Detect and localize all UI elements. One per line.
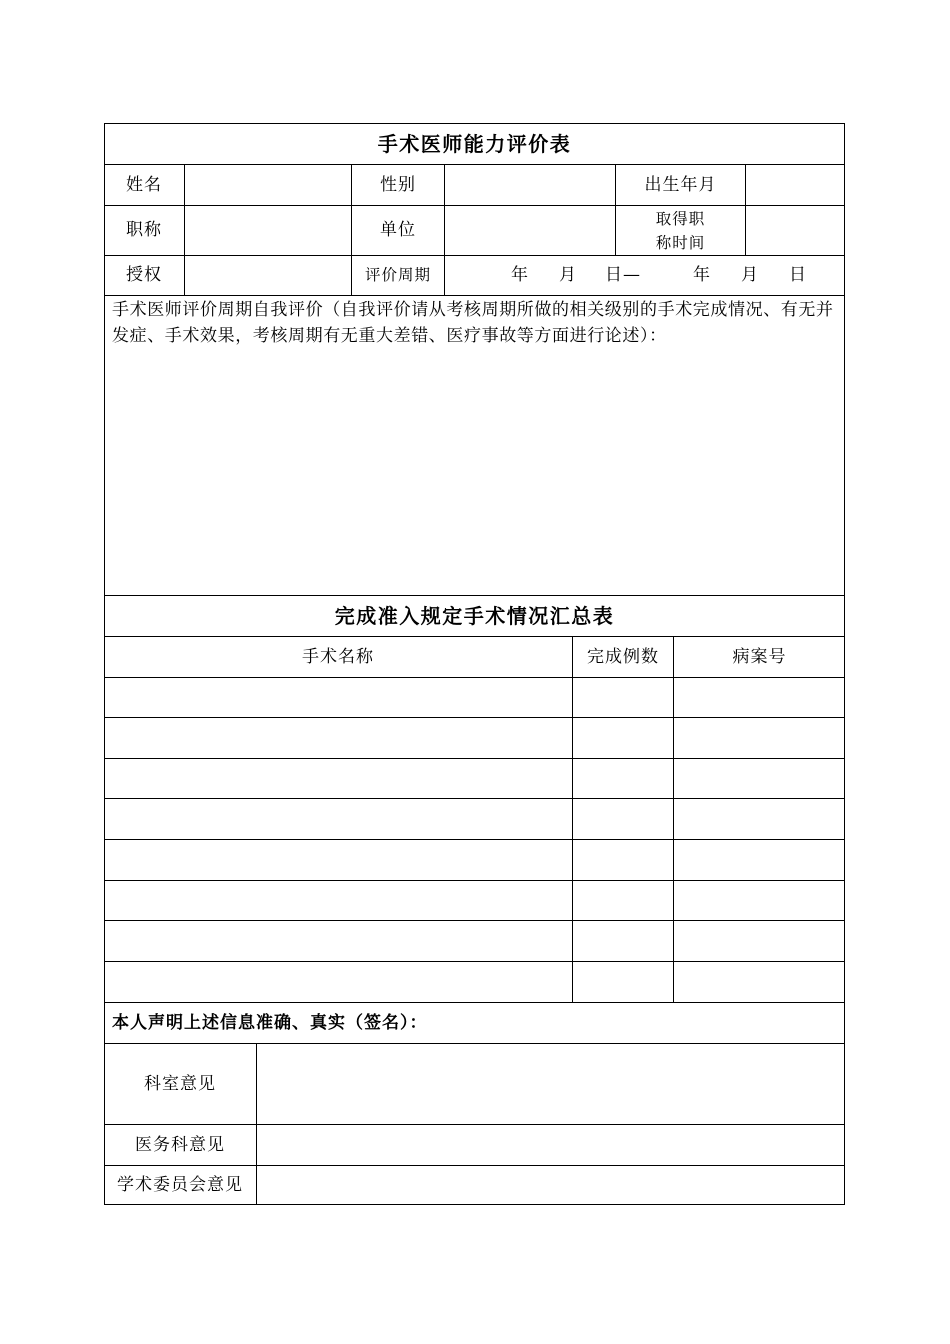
table-row[interactable]	[105, 962, 844, 1002]
evaluation-period-dates[interactable]	[445, 256, 845, 295]
table-row[interactable]	[105, 921, 844, 961]
table-row[interactable]	[105, 718, 844, 758]
department-opinion-label: 科室意见	[144, 1073, 216, 1094]
rule-below-row3	[104, 295, 845, 296]
title-time-label	[616, 206, 745, 255]
evaluation-period-label: 评价周期	[364, 266, 431, 285]
table-row[interactable]	[105, 678, 844, 717]
date-start-month: 月	[559, 265, 577, 286]
title-time-label-line2: 称时间	[655, 233, 706, 252]
self-evaluation-instructions: 手术医师评价周期自我评价（自我评价请从考核周期所做的相关级别的手术完成情况、有无并发症、手术效果，考核周期有无重大差错、医疗事故等方面进行论述）：	[112, 300, 834, 346]
date-end-year: 年	[693, 265, 711, 286]
table-row[interactable]	[105, 840, 844, 880]
title-time-label-line1: 取得职	[655, 209, 706, 228]
table-row[interactable]	[105, 881, 844, 920]
unit-field[interactable]	[445, 206, 615, 255]
medical-affairs-opinion-field[interactable]	[257, 1125, 844, 1165]
name-label: 姓名	[126, 174, 162, 195]
title-field[interactable]	[185, 206, 351, 255]
title-label: 职称	[126, 220, 162, 241]
department-opinion-field[interactable]	[257, 1044, 844, 1124]
name-field[interactable]	[185, 165, 351, 205]
date-start-day: 日—	[605, 265, 641, 286]
academic-committee-opinion-label: 学术委员会意见	[117, 1175, 243, 1196]
summary-title: 完成准入规定手术情况汇总表	[334, 603, 615, 628]
birth-field[interactable]	[746, 165, 845, 205]
date-start-year: 年	[511, 265, 529, 286]
declaration-signature[interactable]: 本人声明上述信息准确、真实（签名）：	[112, 1012, 428, 1033]
col-header-case-number: 病案号	[732, 646, 787, 667]
academic-committee-opinion-field[interactable]	[257, 1166, 844, 1204]
form-title: 手术医师能力评价表	[377, 131, 572, 156]
col-header-completed-count: 完成例数	[587, 646, 659, 667]
date-end-day: 日	[789, 265, 807, 286]
birth-label: 出生年月	[644, 174, 717, 195]
gender-field[interactable]	[445, 165, 615, 205]
date-end-month: 月	[741, 265, 759, 286]
self-evaluation-area[interactable]	[105, 350, 844, 594]
gender-label: 性别	[380, 174, 416, 195]
authorization-label: 授权	[126, 265, 162, 286]
table-row[interactable]	[105, 759, 844, 798]
authorization-field[interactable]	[185, 256, 351, 295]
table-row[interactable]	[105, 799, 844, 839]
col-header-surgery-name: 手术名称	[302, 646, 374, 667]
unit-label: 单位	[380, 220, 416, 241]
medical-affairs-opinion-label: 医务科意见	[135, 1134, 225, 1155]
title-time-field[interactable]	[746, 206, 845, 255]
